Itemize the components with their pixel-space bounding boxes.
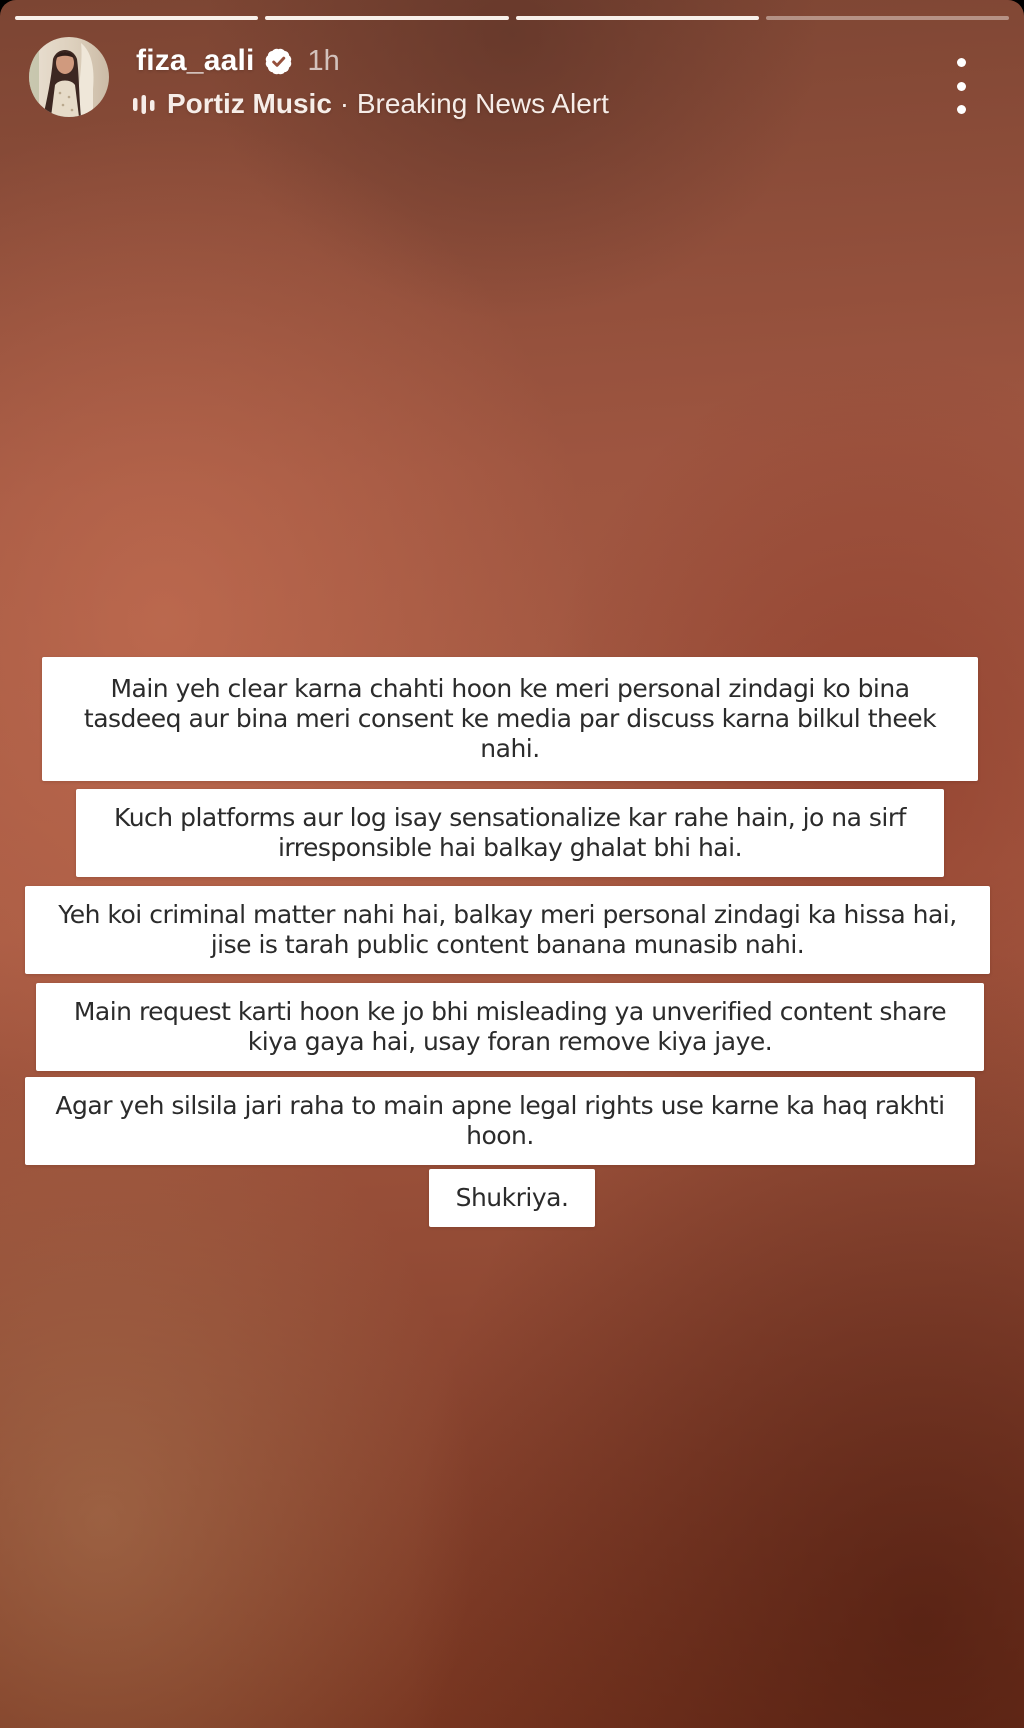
story-text-sticker <box>25 1077 975 1165</box>
story-text-sticker <box>25 886 990 974</box>
progress-segment <box>766 16 1009 20</box>
sticker-line: hoon. <box>466 1121 534 1150</box>
timestamp: 1h <box>307 44 340 77</box>
music-separator-dot: · <box>339 88 350 119</box>
sticker-line: kiya gaya hai, usay foran remove kiya jaye. <box>247 1027 773 1056</box>
sticker-line: Main yeh clear karna chahti hoon ke meri personal zindagi ko bina <box>110 674 910 703</box>
progress-segment <box>15 16 258 20</box>
three-dots-icon <box>957 58 966 67</box>
sticker-line: jise is tarah public content banana munasib nahi. <box>210 930 805 959</box>
progress-segment <box>516 16 759 20</box>
music-artist: Portiz Music <box>167 88 332 119</box>
sticker-line: nahi. <box>480 734 540 763</box>
sticker-line: Kuch platforms aur log isay sensationalize kar rahe hain, jo na sirf <box>114 803 906 832</box>
story-header <box>136 42 340 80</box>
story-text-sticker <box>36 983 984 1071</box>
music-separator-space <box>349 88 357 119</box>
sticker-line: Shukriya. <box>455 1183 569 1212</box>
sticker-line: tasdeeq aur bina meri consent ke media par discuss karna bilkul theek <box>83 704 937 733</box>
username[interactable]: fiza_aali <box>136 44 255 77</box>
music-track: Breaking News Alert <box>356 88 609 119</box>
music-separator <box>332 88 340 119</box>
music-attribution[interactable] <box>131 86 609 122</box>
progress-bar <box>15 16 1009 20</box>
music-label <box>167 88 609 120</box>
sticker-line: Main request karti hoon ke jo bhi misleading ya unverified content share <box>73 997 947 1026</box>
story-text-sticker <box>76 789 944 877</box>
verified-icon <box>265 48 292 75</box>
story-text-sticker <box>429 1169 595 1227</box>
three-dots-icon <box>957 105 966 114</box>
avatar[interactable] <box>29 37 109 117</box>
more-options-button[interactable] <box>940 54 982 118</box>
avatar-image <box>29 37 109 117</box>
progress-segment <box>265 16 508 20</box>
music-equalizer-icon <box>131 91 157 117</box>
story-text-sticker <box>42 657 978 781</box>
sticker-line: Agar yeh silsila jari raha to main apne legal rights use karne ka haq rakhti <box>55 1091 945 1120</box>
sticker-line: irresponsible hai balkay ghalat bhi hai. <box>277 833 743 862</box>
sticker-line: Yeh koi criminal matter nahi hai, balkay meri personal zindagi ka hissa hai, <box>58 900 957 929</box>
three-dots-icon <box>957 82 966 91</box>
